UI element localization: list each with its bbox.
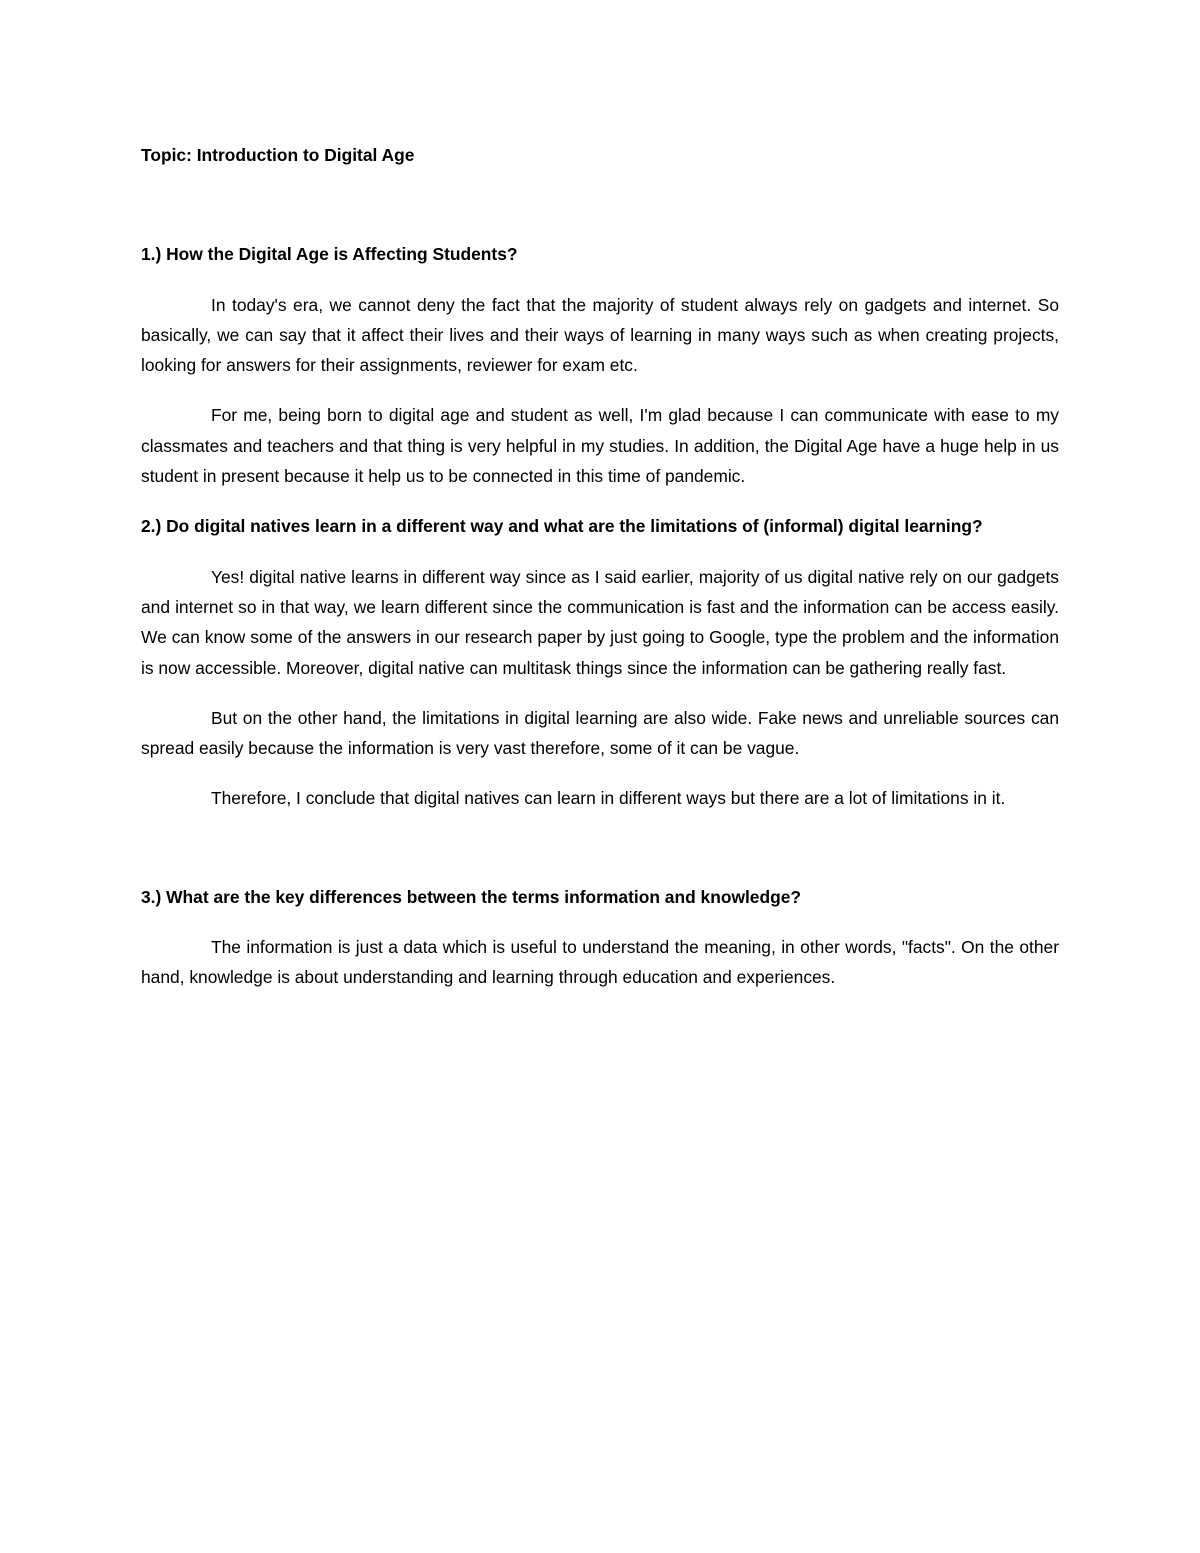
section-1-paragraph-2: For me, being born to digital age and student as well, I'm glad because I can communicate with ease to my classmates and teachers and that thing is very helpful in my studies. In addition, the Digital Age have a huge help in us student in present because it help us to be connected in this time of pandemic. bbox=[141, 405, 1059, 487]
document-body bbox=[141, 140, 1059, 993]
document-topic: Topic: Introduction to Digital Age bbox=[141, 145, 415, 165]
section-2-paragraph-3: Therefore, I conclude that digital natives can learn in different ways but there are a lot of limitations in it. bbox=[211, 788, 1006, 809]
section-1-paragraph-1: In today's era, we cannot deny the fact that the majority of student always rely on gadgets and internet. So basically, we can say that it affect their lives and their ways of learning in many ways such as when creating projects, looking for answers for their assignments, reviewer for exam etc. bbox=[141, 294, 1059, 376]
section-2-question: 2.) Do digital natives learn in a different way and what are the limitations of (informal) digital learning? bbox=[141, 516, 983, 537]
section-3-paragraph-1: The information is just a data which is useful to understand the meaning, in other words, "facts". On the other hand, knowledge is about understanding and learning through education and experiences. bbox=[141, 937, 1059, 988]
section-3-question: 3.) What are the key differences between the terms information and knowledge? bbox=[141, 886, 802, 907]
section-2-paragraph-1: Yes! digital native learns in different way since as I said earlier, majority of us digital native rely on our gadgets and internet so in that way, we learn different since the communication is fast and the information can be access easily. We can know some of the answers in our research paper by just going to Google, type the problem and the information is now accessible. Moreover, digital native can multitask things since the information can be gathering really fast. bbox=[141, 566, 1059, 678]
section-1-question: 1.) How the Digital Age is Affecting Students? bbox=[141, 244, 518, 265]
section-2-paragraph-2: But on the other hand, the limitations in digital learning are also wide. Fake news and unreliable sources can spread easily because the information is very vast therefore, some of it can be vague. bbox=[141, 707, 1059, 759]
